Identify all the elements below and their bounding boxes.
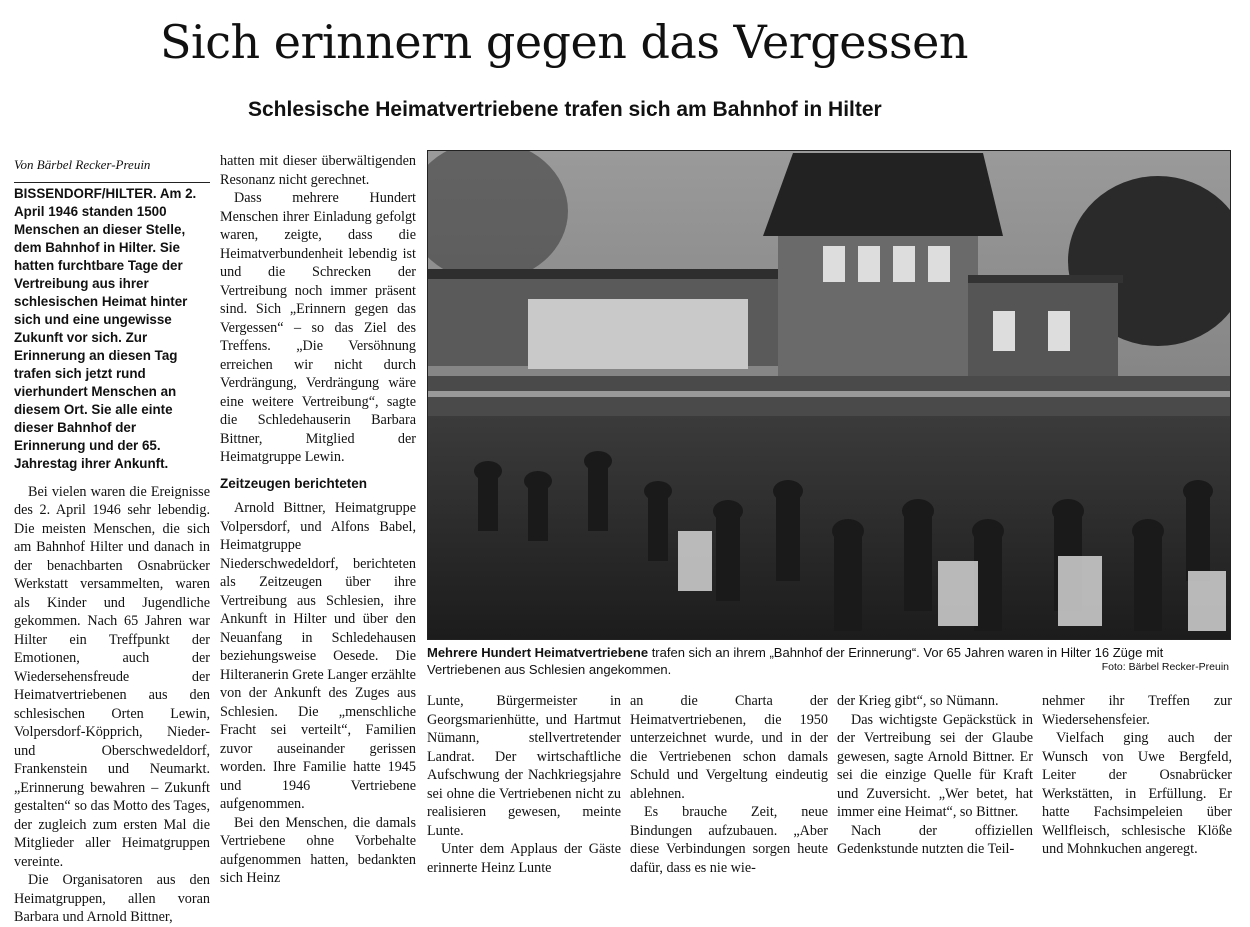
column-4	[630, 692, 828, 877]
paragraph: nehmer ihr Treffen zur Wiedersehensfeier.	[1042, 693, 1232, 728]
column-6	[1042, 692, 1232, 859]
photo-credit: Foto: Bärbel Recker-Preuin	[1101, 661, 1229, 673]
news-photo	[427, 150, 1231, 640]
paragraph: Unter dem Applaus der Gäste erinnerte Heinz Lunte	[427, 841, 621, 876]
headline: Sich erinnern gegen das Vergessen	[160, 15, 968, 69]
paragraph: Bei vielen waren die Ereignisse des 2. April 1946 sehr lebendig. Die meisten Menschen, die sich am Bahnhof Hilter und danach in der benachbarten Osnabrücker Werkstatt versammelten, waren als Kinder und Jugendliche gekommen. Nach 65 Jahren war Hilter ein Treffpunkt der Emotionen, auch der Wiedersehensfreude der Heimatvertriebenen aus den schlesischen Orten Lewin, Volpersdorf-Köpprich, Nieder- und Oberschwedeldorf, Frankenstein und Neumarkt. „Erinnerung bewahren – Zukunft gestalten“ so das Motto des Tages, der zugleich zum ersten Mal die Mitglieder aller Heimatgruppen vereinte.	[14, 483, 210, 870]
byline: Von Bärbel Recker-Preuin	[14, 157, 151, 172]
paragraph: Nach der offiziellen Gedenkstunde nutzten die Teil-	[837, 822, 1033, 857]
caption-lead: Mehrere Hundert Heimatvertriebene	[427, 645, 649, 660]
paragraph: Das wichtigste Gepäckstück in der Vertreibung sei der Glaube gewesen, sagte Arnold Bittner. Er sei die einzige Quelle für Kraft und Zuversicht. „Wer betet, hat immer eine Heimat“, so Bittner.	[837, 711, 1033, 820]
caption-text: trafen sich an ihrem „Bahnhof der Erinnerung“. Vor 65 Jahren waren in Hilter 16 Züge mit Vertriebenen aus Schlesien angekommen.	[427, 645, 1164, 677]
paragraph: hatten mit dieser überwältigenden Resonanz nicht gerechnet.	[220, 153, 416, 188]
lead-paragraph	[14, 182, 210, 473]
paragraph: Bei den Menschen, die damals Vertriebene ohne Vorbehalte aufgenommen hatten, bedankten sich Heinz	[220, 814, 416, 886]
section-subhead: Zeitzeugen berichteten	[220, 475, 368, 491]
column-5	[837, 692, 1033, 859]
paragraph: Es brauche Zeit, neue Bindungen aufzubauen. „Aber diese Verbindungen sorgen heute dafür, dass es nie wie-	[630, 804, 828, 876]
subheadline: Schlesische Heimatvertriebene trafen sich am Bahnhof in Hilter	[248, 98, 882, 121]
column-3	[427, 692, 621, 877]
column-2	[220, 152, 416, 888]
paragraph: Arnold Bittner, Heimatgruppe Volpersdorf, und Alfons Babel, Heimatgruppe Niederschwedeldorf, berichteten als Zeitzeugen über ihre Vertreibung aus Schlesien, ihre Ankunft in Hilter und über den Neuanfang in Schledehausen beziehungsweise Oesede. Die Hilteranerin Grete Langer erzählte von der Ankunft des Zuges aus Schlesien. Die „menschliche Fracht sei verteilt“, Familien zuvor auseinander gerissen worden. Ihre Familie hatte 1945 und 1946 Vertriebene aufgenommen.	[220, 500, 416, 812]
column-1	[14, 156, 210, 927]
paragraph: Die Organisatoren aus den Heimatgruppen, allen voran Barbara und Arnold Bittner,	[14, 872, 210, 925]
lead-location: BISSENDORF/HILTER.	[14, 185, 157, 201]
paragraph: Lunte, Bürgermeister in Georgsmarienhütte, und Hartmut Nümann, stellvertretender Landrat. Der wirtschaftliche Aufschwung der Nachkriegsjahre sei ohne die Vertriebenen nicht zu realisieren gewesen, meinte Lunte.	[427, 693, 621, 839]
paragraph: Dass mehrere Hundert Menschen ihrer Einladung gefolgt waren, zeigte, dass die Heimatverbundenheit lebendig ist und die Schrecken der Vertreibung noch immer präsent sind. Sich „Erinnern gegen das Vergessen“ – so das Ziel des Treffens. „Die Versöhnung erreichen wir nicht durch Verdrängung, Verdrängung wäre eine weitere Vertreibung“, sagte die Schledehauserin Barbara Bittner, Mitglied der Heimatgruppe Lewin.	[220, 190, 416, 465]
photo-illustration	[428, 151, 1230, 639]
lead-text: Am 2. April 1946 standen 1500 Menschen an dieser Stelle, dem Bahnhof in Hilter. Sie hatten furchtbare Tage der Vertreibung aus ihrer schlesischen Heimat hinter sich und eine ungewisse Zukunft vor sich. Zur Erinnerung an diesen Tag trafen sich jetzt rund vierhundert Menschen an diesem Ort. Sie alle einte dieser Bahnhof der Erinnerung und der 65. Jahrestag ihrer Ankunft.	[14, 185, 197, 471]
paragraph: an die Charta der Heimatvertriebenen, die 1950 unterzeichnet wurde, und in der die Vertriebenen schon damals Schuld und Vergeltung eindeutig ablehnen.	[630, 693, 828, 802]
paragraph: der Krieg gibt“, so Nümann.	[837, 693, 999, 709]
paragraph: Vielfach ging auch der Wunsch von Uwe Bergfeld, Leiter der Osnabrücker Werkstätten, in Erfüllung. Er hatte Fachsimpeleien über Wellfleisch, schlesische Klöße und Mohnkuchen angeregt.	[1042, 730, 1232, 857]
